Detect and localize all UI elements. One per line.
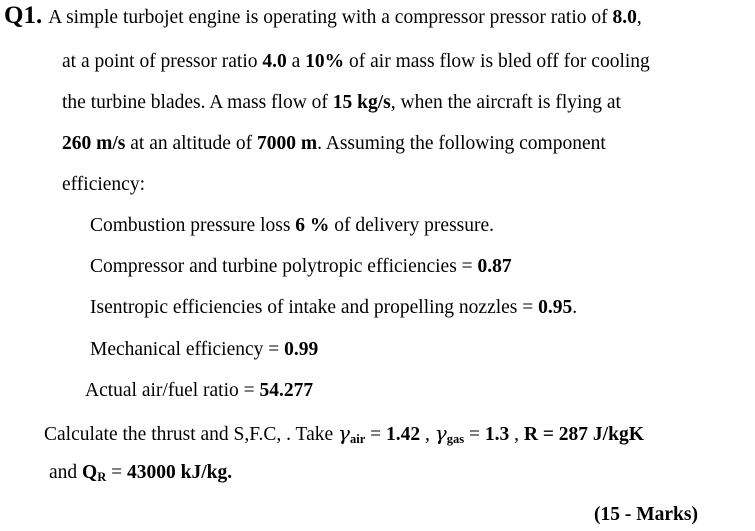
condition-polytropic-efficiency <box>90 255 512 279</box>
bold-value: 0.95 <box>538 297 573 318</box>
gamma-symbol: γ <box>338 421 350 445</box>
question-line-2 <box>62 50 650 74</box>
text-run: at a point of pressor ratio <box>62 51 263 72</box>
text-run: Calculate the thrust and S,F.C, . Take <box>44 424 339 445</box>
text-run: at an altitude of <box>125 133 257 154</box>
subscript-text: R <box>97 470 107 484</box>
question-line-5 <box>62 173 145 197</box>
calculate-line-2 <box>49 461 232 485</box>
bold-value: 0.99 <box>284 339 319 360</box>
bold-value: 260 m/s <box>62 133 126 154</box>
condition-isentropic-efficiency <box>90 296 577 320</box>
gamma-symbol: γ <box>434 421 447 445</box>
bold-value: 1.3 <box>484 424 510 445</box>
question-line-1 <box>4 4 642 30</box>
text-run: , <box>509 424 524 445</box>
bold-value: 54.277 <box>259 380 314 401</box>
text-run: a <box>286 51 306 72</box>
text-run: Mechanical efficiency = <box>90 339 285 360</box>
text-run: . <box>572 297 578 318</box>
text-run: efficiency: <box>62 174 146 195</box>
subscript-text: gas <box>446 432 465 446</box>
bold-value: 0.87 <box>477 256 512 277</box>
question-number: Q1. <box>4 2 43 29</box>
text-run: , when the aircraft is flying at <box>390 92 621 113</box>
bold-value: 4.0 <box>262 51 287 72</box>
text-run: Compressor and turbine polytropic efficiencies = <box>90 256 478 277</box>
bold-value: 6 % <box>295 215 330 236</box>
bold-value: 7000 m <box>256 133 318 154</box>
calculate-line-1 <box>44 421 644 447</box>
bold-value: 43000 kJ/kg. <box>126 462 233 483</box>
bold-value: R = 287 J/kgK <box>523 424 644 445</box>
condition-combustion-loss <box>90 214 494 238</box>
condition-mechanical-efficiency <box>90 338 318 362</box>
text-run: and <box>49 462 83 483</box>
text-run: , <box>420 424 435 445</box>
bold-value: Q <box>82 462 98 483</box>
text-run: of delivery pressure. <box>329 215 495 236</box>
text-run: = <box>365 424 387 445</box>
marks-label: (15 - Marks) <box>594 504 698 525</box>
text-run: the turbine blades. A mass flow of <box>62 92 333 113</box>
text-run: A simple turbojet engine is operating with a compressor pressor ratio of <box>48 7 613 28</box>
bold-value: 8.0 <box>612 7 637 28</box>
subscript-text: air <box>350 432 366 446</box>
text-run: Combustion pressure loss <box>90 215 296 236</box>
bold-value: 10% <box>305 51 345 72</box>
text-run: . Assuming the following component <box>317 133 606 154</box>
text-run: of air mass flow is bled off for cooling <box>344 51 650 72</box>
text-run: = <box>106 462 127 483</box>
question-line-3 <box>62 91 621 115</box>
bold-value: 15 kg/s <box>332 92 391 113</box>
bold-value: 1.42 <box>386 424 421 445</box>
condition-air-fuel-ratio <box>85 379 313 403</box>
text-run: Actual air/fuel ratio = <box>85 380 260 401</box>
text-run: Isentropic efficiencies of intake and propelling nozzles = <box>90 297 539 318</box>
text-run: , <box>636 7 642 28</box>
question-line-4 <box>62 132 606 156</box>
text-run: = <box>464 424 485 445</box>
